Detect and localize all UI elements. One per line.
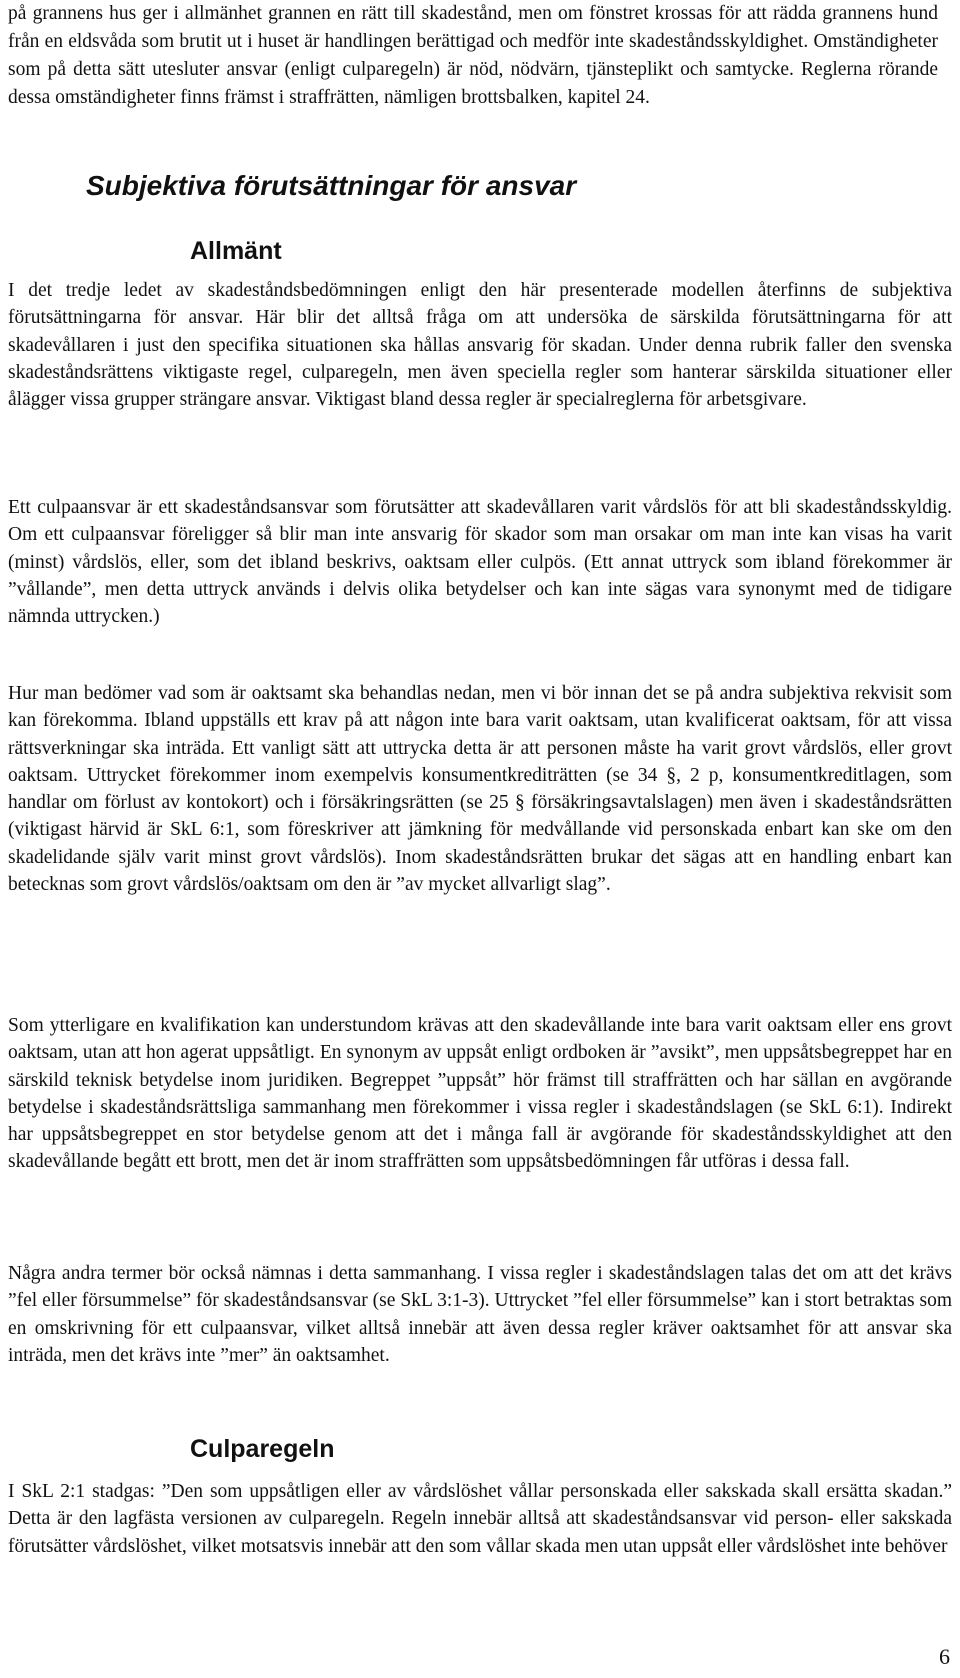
paragraph: Hur man bedömer vad som är oaktsamt ska behandlas nedan, men vi bör innan det se på andra subjektiva rekvisit som kan förekomma. Ibland uppställs ett krav på att någon inte bara varit oaktsam, utan kvalificerat oaktsam, för att vissa rättsverkningar ska inträda. Ett vanligt sätt att uttrycka detta är att personen måste ha varit grovt vårdslös, eller grovt oaktsam. Uttrycket förekommer inom exempelvis konsumentkrediträtten (se 34 §, 2 p, konsumentkreditlagen, som handlar om förlust av kontokort) och i försäkringsrätten (se 25 § försäkringsavtalslagen) men även i skadeståndsrätten (viktigast härvid är SkL 6:1, som föreskriver att jämkning för medvållande vid personskada enbart kan ske om den skadelidande själv varit minst grovt vårdslös). Inom skadeståndsrätten brukar det sägas att en handling enbart kan betecknas som grovt vårdslös/oaktsam om den är ”av mycket allvarligt slag”.	[8, 683, 952, 896]
subheading-culparegeln: Culparegeln	[190, 1435, 335, 1463]
paragraph: I SkL 2:1 stadgas: ”Den som uppsåtligen eller av vårdslöshet vållar personskada eller sakskada skall ersätta skadan.” Detta är den lagfästa versionen av culparegeln. Regeln innebär alltså att skadeståndsansvar vid person- eller sakskada förutsätter vårdslöshet, vilket motsatsvis innebär att den som vållar skada men utan uppsåt eller vårdslöshet inte behöver	[8, 1481, 952, 1557]
section-heading: Subjektiva förutsättningar för ansvar	[86, 170, 577, 201]
paragraph: I det tredje ledet av skadeståndsbedömningen enligt den här presenterade modellen återfinns de subjektiva förutsättningarna för ansvar. Här blir det alltså fråga om att undersöka de särskilda förutsättningarna för att skadevållaren i just den specifika situationen ska hållas ansvarig för skadan. Under denna rubrik faller den svenska skadeståndsrättens viktigaste regel, culparegeln, men även speciella regler som hanterar särskilda situationer eller ålägger vissa grupper strängare ansvar. Viktigast bland dessa regler är specialreglerna för arbetsgivare.	[8, 280, 952, 411]
page-number: 6	[939, 1644, 950, 1669]
paragraph: Ett culpaansvar är ett skadeståndsansvar som förutsätter att skadevållaren varit vårdslös för att bli skadeståndsskyldig. Om ett culpaansvar föreligger så blir man inte ansvarig för skador som man orsakar om man inte kan visas ha varit (minst) vårdslös, eller, som det ibland beskrivs, oaktsam eller culpös. (Ett annat uttryck som ibland förekommer är ”vållande”, men detta uttryck används i delvis olika betydelser och kan inte sägas vara synonymt med de tidigare nämnda uttrycken.)	[8, 497, 952, 628]
paragraph: Som ytterligare en kvalifikation kan understundom krävas att den skadevållande inte bara varit oaktsam eller ens grovt oaktsam, utan att hon agerat uppsåtligt. En synonym av uppsåt enligt ordboken är ”avsikt”, men uppsåtsbegreppet har en särskild teknisk betydelse inom juridiken. Begreppet ”uppsåt” hör främst till straffrätten och har sällan en avgörande betydelse i skadeståndsrättsliga sammanhang men förekommer i vissa regler i skadeståndslagen (se SkL 6:1). Indirekt har uppsåtsbegreppet en stor betydelse genom att det i många fall är avgörande för skadeståndsskyldighet att den skadevållande begått ett brott, men det är inom straffrätten som uppsåtsbedömningen får utföras i dessa fall.	[8, 1015, 952, 1173]
paragraph: Några andra termer bör också nämnas i detta sammanhang. I vissa regler i skadeståndslagen talas det om att det krävs ”fel eller försummelse” för skadeståndsansvar (se SkL 3:1-3). Uttrycket ”fel eller försummelse” kan i stort betraktas som en omskrivning för ett culpaansvar, vilket alltså innebär att även dessa regler kräver oaktsamhet för att ansvar ska inträda, men det krävs inte ”mer” än oaktsamhet.	[8, 1263, 952, 1366]
intro-paragraph: på grannens hus ger i allmänhet grannen en rätt till skadestånd, men om fönstret krossas för att rädda grannens hund från en eldsvåda som brutit ut i huset är handlingen berättigad och medför inte skadeståndsskyldighet. Omständigheter som på detta sätt utesluter ansvar (enligt culparegeln) är nöd, nödvärn, tjänsteplikt och samtycke. Reglerna rörande dessa omständigheter finns främst i straffrätten, nämligen brottsbalken, kapitel 24.	[8, 3, 938, 108]
subheading-allmant: Allmänt	[190, 237, 282, 265]
